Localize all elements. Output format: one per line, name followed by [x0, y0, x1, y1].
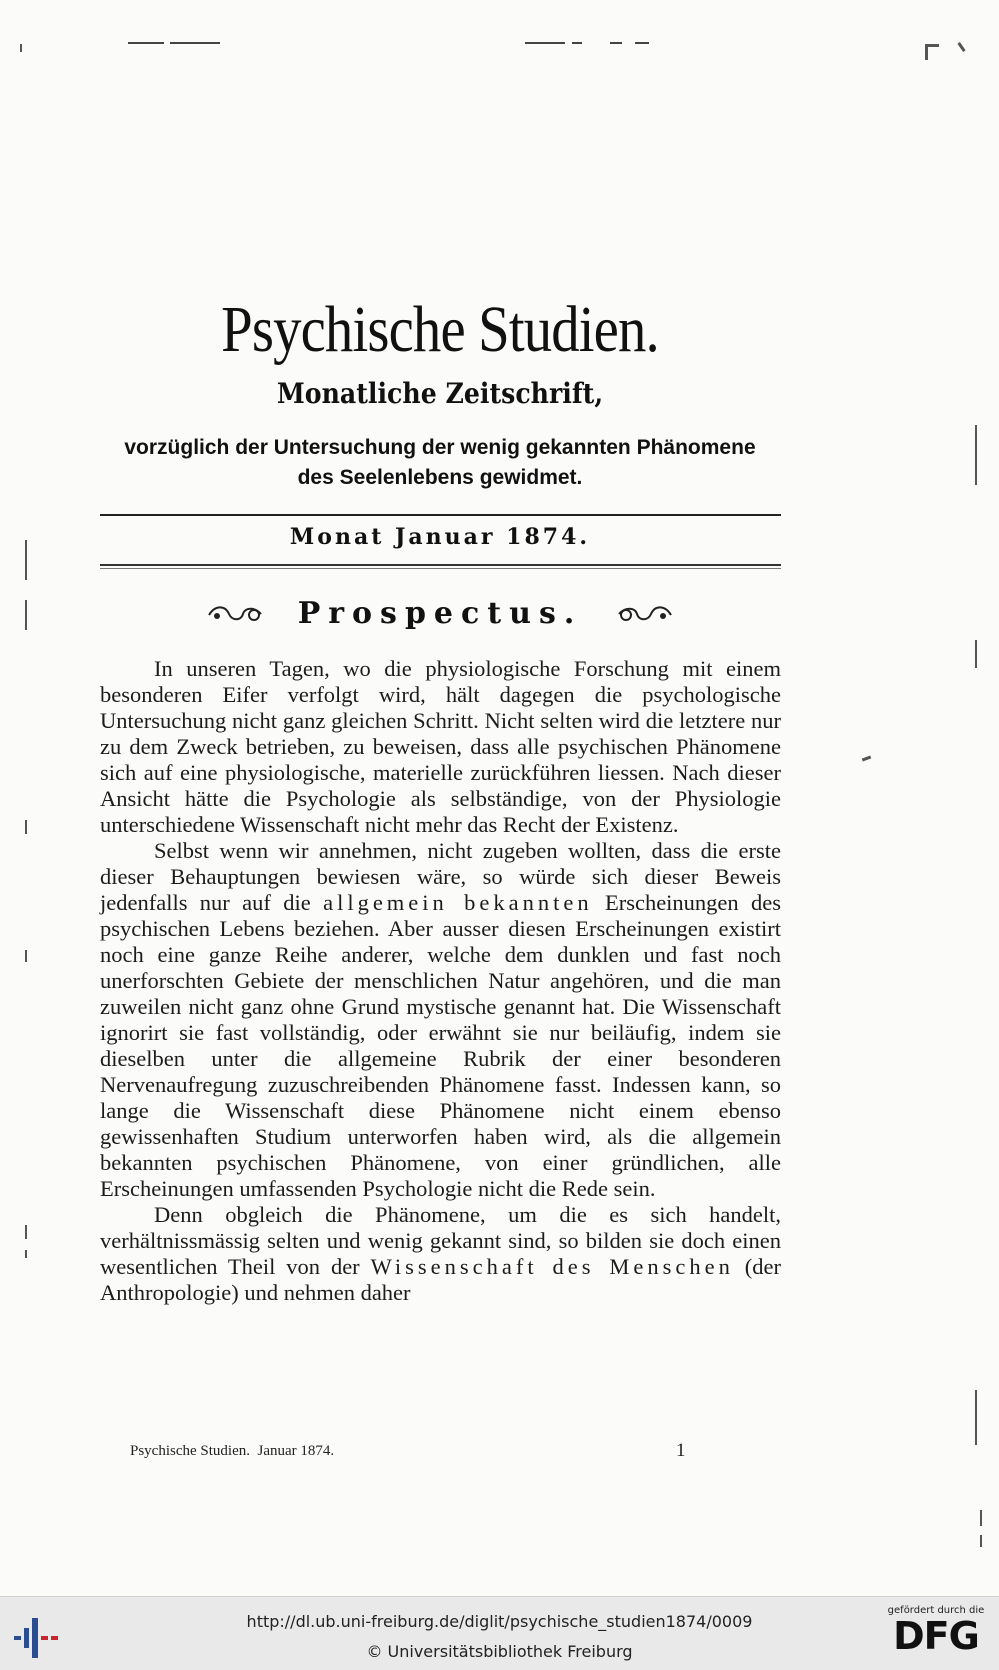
scan-artifact	[975, 1390, 977, 1445]
journal-title: Psychische Studien.	[221, 293, 659, 366]
permalink-url[interactable]: http://dl.ub.uni-freiburg.de/diglit/psychische_studien1874/0009	[246, 1612, 753, 1631]
scan-artifact	[980, 1535, 982, 1547]
paragraph	[100, 838, 781, 1202]
scan-artifact	[25, 820, 27, 834]
section-heading-row	[0, 596, 880, 633]
scan-artifact	[170, 42, 220, 44]
scan-artifact	[980, 1510, 982, 1526]
divider-rule	[100, 564, 781, 566]
text-run: Erscheinungen des psychischen Lebens beziehen. Aber ausser diesen Erscheinungen existirt noch eine ganze Reihe anderer, welche dem dunklen und fast noch unerforschten Gebiete der menschlichen Natur angehören, und die man zuweilen nicht ganz ohne Grund mystische genannt hat. Die Wissenschaft ignorirt sie fast vollständig, oder erwähnt sie nur beiläufig, indem sie dieselben unter die allgemeine Rubrik der einer besonderen Nervenaufregung zuzuschreibenden Phänomene fasst. Indessen kann, so lange die Wissenschaft diese Phänomene nicht einem ebenso gewissenhaften Studium unterworfen haben wird, als die allgemein bekannten psychischen Phänomene, von einer gründlichen, alle Erscheinungen umfassenden Psychologie nicht die Rede sein.	[100, 890, 782, 1201]
issue-month: Monat Januar 1874.	[289, 524, 591, 550]
dfg-logo[interactable]	[880, 1605, 992, 1665]
scan-artifact	[862, 756, 871, 762]
text-run: Selbst wenn wir annehmen, nicht zugeben wollten, dass die erste dieser Behauptungen bewiesen wäre, so würde sich dieser Beweis jedenfalls nur auf die	[100, 838, 781, 915]
paragraph: In unseren Tagen, wo die physiologische Forschung mit einem besonderen Eifer verfolgt wird, hält dagegen die psychologische Untersuchung nicht ganz gleichen Schritt. Nicht selten wird die letztere nur zu dem Zweck betrieben, zu beweisen, dass alle psychischen Phänomene sich auf eine physiologische, materielle zurückführen liessen. Nach dieser Ansicht hätte die Psychologie als selbständige, von der Physiologie unterschiedene Wissenschaft nicht mehr das Recht der Existenz.	[100, 656, 781, 837]
ornament-left-icon	[205, 598, 265, 633]
scan-artifact	[925, 44, 928, 60]
paragraph	[100, 1202, 781, 1306]
dfg-caption: gefördert durch die	[887, 1605, 985, 1616]
scan-artifact	[20, 44, 22, 52]
scan-artifact	[635, 42, 649, 44]
scan-artifact	[957, 42, 965, 52]
scan-artifact	[572, 42, 582, 44]
dfg-mark: DFG	[893, 1614, 979, 1658]
emphasized-text: Wissenschaft des Menschen	[370, 1254, 734, 1279]
journal-subtitle: Monatliche Zeitschrift,	[276, 377, 604, 410]
dedication-line: vorzüglich der Untersuchung der wenig gekannten Phänomene	[124, 436, 756, 459]
scan-artifact	[610, 42, 622, 44]
text-run: (der Anthropologie) und nehmen daher	[100, 1254, 782, 1305]
scan-artifact	[25, 1250, 27, 1258]
scan-artifact	[975, 640, 977, 668]
section-heading: Prospectus.	[297, 596, 583, 631]
scan-artifact	[25, 950, 27, 962]
emphasized-text: allgemein bekannten	[323, 890, 593, 915]
text-run: Denn obgleich die Phänomene, um die es sich handelt, verhältnissmässig selten und wenig gekannt sind, so bilden sie doch einen wesentlichen Theil von der	[100, 1202, 781, 1279]
scan-artifact	[25, 1225, 27, 1239]
article-body	[100, 656, 781, 1306]
page-number: 1	[676, 1440, 686, 1461]
scan-artifact	[128, 42, 164, 44]
scan-artifact	[525, 42, 565, 44]
dedication-line: des Seelenlebens gewidmet.	[297, 466, 583, 489]
scan-artifact	[975, 425, 977, 485]
divider-rule	[100, 514, 781, 516]
journal-dedication	[100, 433, 780, 493]
ornament-right-icon	[615, 598, 675, 633]
running-footer: Psychische Studien. Januar 1874.	[130, 1443, 335, 1459]
divider-rule	[100, 568, 781, 569]
copyright-notice: © Universitätsbibliothek Freiburg	[366, 1642, 633, 1661]
